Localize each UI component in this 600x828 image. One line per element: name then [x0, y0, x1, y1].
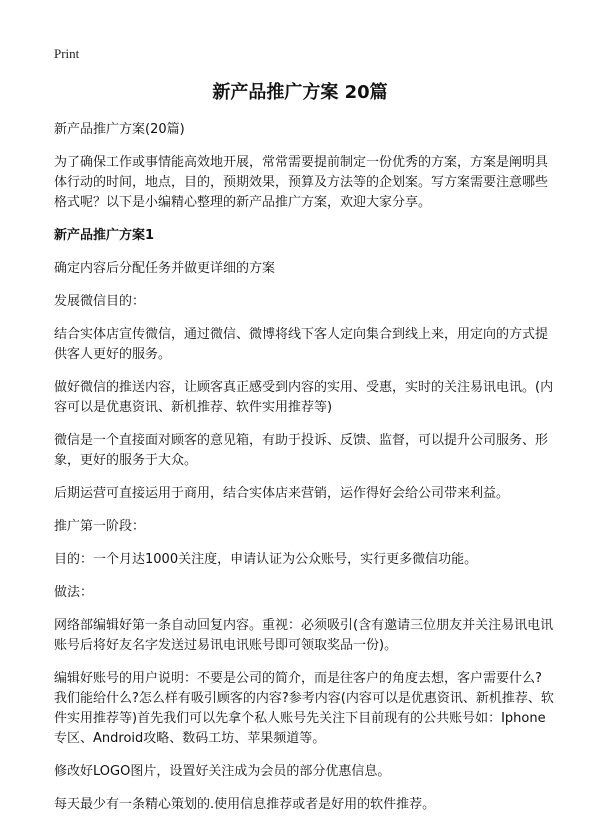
- page-title: 新产品推广方案 20篇: [212, 82, 388, 103]
- section-heading: 新产品推广方案1: [54, 228, 155, 243]
- paragraph: 目的：一个月达1000关注度，申请认证为公众账号，实行更多微信功能。: [54, 552, 478, 567]
- paragraph: 做好微信的推送内容，让顾客真正感受到内容的实用、受惠，实时的关注易讯电讯。(内容可以是优惠资讯、新机推荐、软件实用推荐等): [54, 380, 554, 415]
- paragraph: 每天最少有一条精心策划的.使用信息推荐或者是好用的软件推荐。: [54, 797, 436, 812]
- paragraph: 后期运营可直接运用于商用，结合实体店来营销，运作得好会给公司带来利益。: [54, 486, 510, 501]
- paragraph: 推广第一阶段：: [54, 519, 146, 534]
- paragraph: 微信是一个直接面对顾客的意见箱，有助于投诉、反馈、监督，可以提升公司服务、形象，更好的服务于大众。: [54, 433, 549, 468]
- paragraph: 网络部编辑好第一条自动回复内容。重视：必须吸引(含有邀请三位朋友并关注易讯电讯账号后将好友名字发送过易讯电讯账号即可领取奖品一份)。: [54, 618, 554, 653]
- paragraph: 编辑好账号的用户说明：不要是公司的简介，而是往客户的角度去想，客户需要什么?我们能给什么?怎么样有吸引顾客的内容?参考内容(内容可以是优惠资讯、新机推荐、软件实用推荐等)首先我们可以先拿个私人账号先关注下目前现有的公共账号如：Iphone专区、Android攻略、数码工坊、苹果频道等。: [54, 671, 554, 746]
- paragraph: 做法：: [54, 585, 94, 600]
- document-body: [54, 120, 554, 828]
- paragraph: 修改好LOGO图片，设置好关注成为会员的部分优惠信息。: [54, 764, 391, 779]
- document-subtitle: 新产品推广方案(20篇): [54, 122, 185, 137]
- paragraph: 发展微信目的：: [54, 294, 146, 309]
- paragraph: 结合实体店宣传微信，通过微信、微博将线下客人定向集合到线上来，用定向的方式提供客人更好的服务。: [54, 327, 549, 362]
- paragraph: 确定内容后分配任务并做更详细的方案: [54, 261, 276, 276]
- intro-paragraph: 为了确保工作或事情能高效地开展，常常需要提前制定一份优秀的方案，方案是阐明具体行动的时间，地点，目的，预期效果，预算及方法等的企划案。写方案需要注意哪些格式呢？以下是小编精心整理的新产品推广方案，欢迎大家分享。: [54, 155, 549, 210]
- print-link[interactable]: Print: [54, 46, 80, 61]
